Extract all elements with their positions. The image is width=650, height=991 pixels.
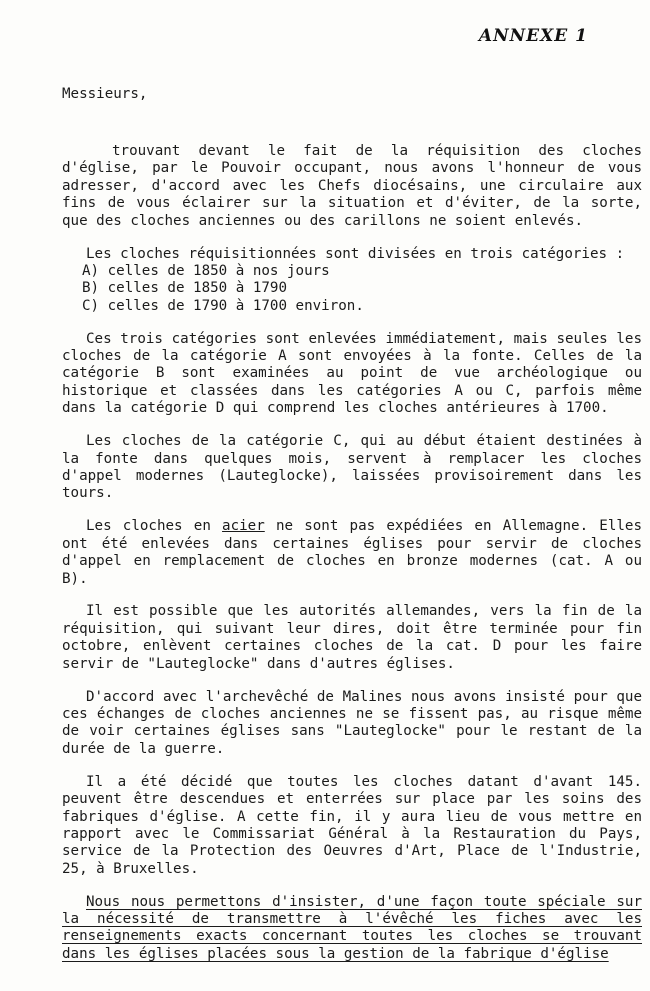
- paragraph-4: [62, 433, 642, 503]
- annex-label: ANNEXE 1: [478, 26, 588, 46]
- paragraph-1-text: trouvant devant le fait de la réquisition des cloches d'église, par le Pouvoir occupant, nous avons l'honneur de vous adresser, d'accord avec les Chefs diocésains, une circulaire aux fins de vous éclairer sur la situation et d'éviter, de la sorte, que des cloches anciennes ou des carillons ne soient enlevés.: [62, 143, 642, 229]
- paragraph-3: [62, 331, 642, 418]
- paragraph-2-text: Les cloches réquisitionnées sont divisées en trois catégories :: [86, 245, 625, 262]
- letter-body: [62, 143, 642, 963]
- paragraph-7-text: D'accord avec l'archevêché de Malines nous avons insisté pour que ces échanges de cloches anciennes ne se fissent pas, au risque même de voir certaines églises sans "Lauteglocke" pour le restant de la durée de la guerre.: [62, 688, 642, 757]
- paragraph-9: [62, 894, 642, 964]
- paragraph-5-text-b: ne sont pas expédiées en Allemagne. Elles ont été enlevées dans certaines églises pour servir de cloches d'appel en remplacement de cloches en bronze modernes (cat. A ou B).: [62, 518, 642, 587]
- underlined-word-acier: acier: [222, 518, 265, 535]
- salutation: Messieurs,: [62, 86, 148, 102]
- paragraph-7: [62, 689, 642, 759]
- paragraph-6-text: Il est possible que les autorités allemandes, vers la fin de la réquisition, qui suivant leur dires, doit être terminée pour fin octobre, enlèvent certaines cloches de la cat. D pour les faire servir de "Lauteglocke" dans d'autres églises.: [62, 603, 642, 672]
- paragraph-8-text: Il a été décidé que toutes les cloches datant d'avant 145. peuvent être descendues et enterrées sur place par les soins des fabriques d'église. A cette fin, il y aura lieu de vous mettre en rapport avec le Commissariat Général à la Restauration du Pays, service de la Protection des Oeuvres d'Art, Place de l'Industrie, 25, à Bruxelles.: [62, 773, 642, 877]
- category-item-a: A) celles de 1850 à nos jours: [82, 262, 330, 279]
- category-item-b: B) celles de 1850 à 1790: [82, 280, 287, 297]
- paragraph-5: [62, 518, 642, 588]
- category-item-c: C) celles de 1790 à 1700 environ.: [82, 297, 364, 314]
- paragraph-2: [62, 246, 642, 263]
- paragraph-5-text-a: Les cloches en: [86, 518, 223, 535]
- paragraph-3-text: Ces trois catégories sont enlevées immédiatement, mais seules les cloches de la catégorie A sont envoyées à la fonte. Celles de la catégorie B sont examinées au point de vue archéologique ou historique et classées dans les catégories A ou C, parfois même dans la catégorie D qui comprend les cloches antérieures à 1700.: [62, 330, 642, 417]
- paragraph-8: [62, 774, 642, 878]
- paragraph-6: [62, 603, 642, 673]
- paragraph-9-text: Nous nous permettons d'insister, d'une façon toute spéciale sur la nécessité de transmettre à l'évêché les fiches avec les renseignements exacts concernant toutes les cloches se trouvant dans les églises placées sous la gestion de la fabrique d'église: [62, 893, 642, 962]
- paragraph-4-text: Les cloches de la catégorie C, qui au début étaient destinées à la fonte dans quelques mois, servent à remplacer les cloches d'appel modernes (Lauteglocke), laissées provisoirement dans les tours.: [62, 433, 642, 502]
- paragraph-1: [62, 143, 642, 230]
- category-list: [62, 263, 642, 315]
